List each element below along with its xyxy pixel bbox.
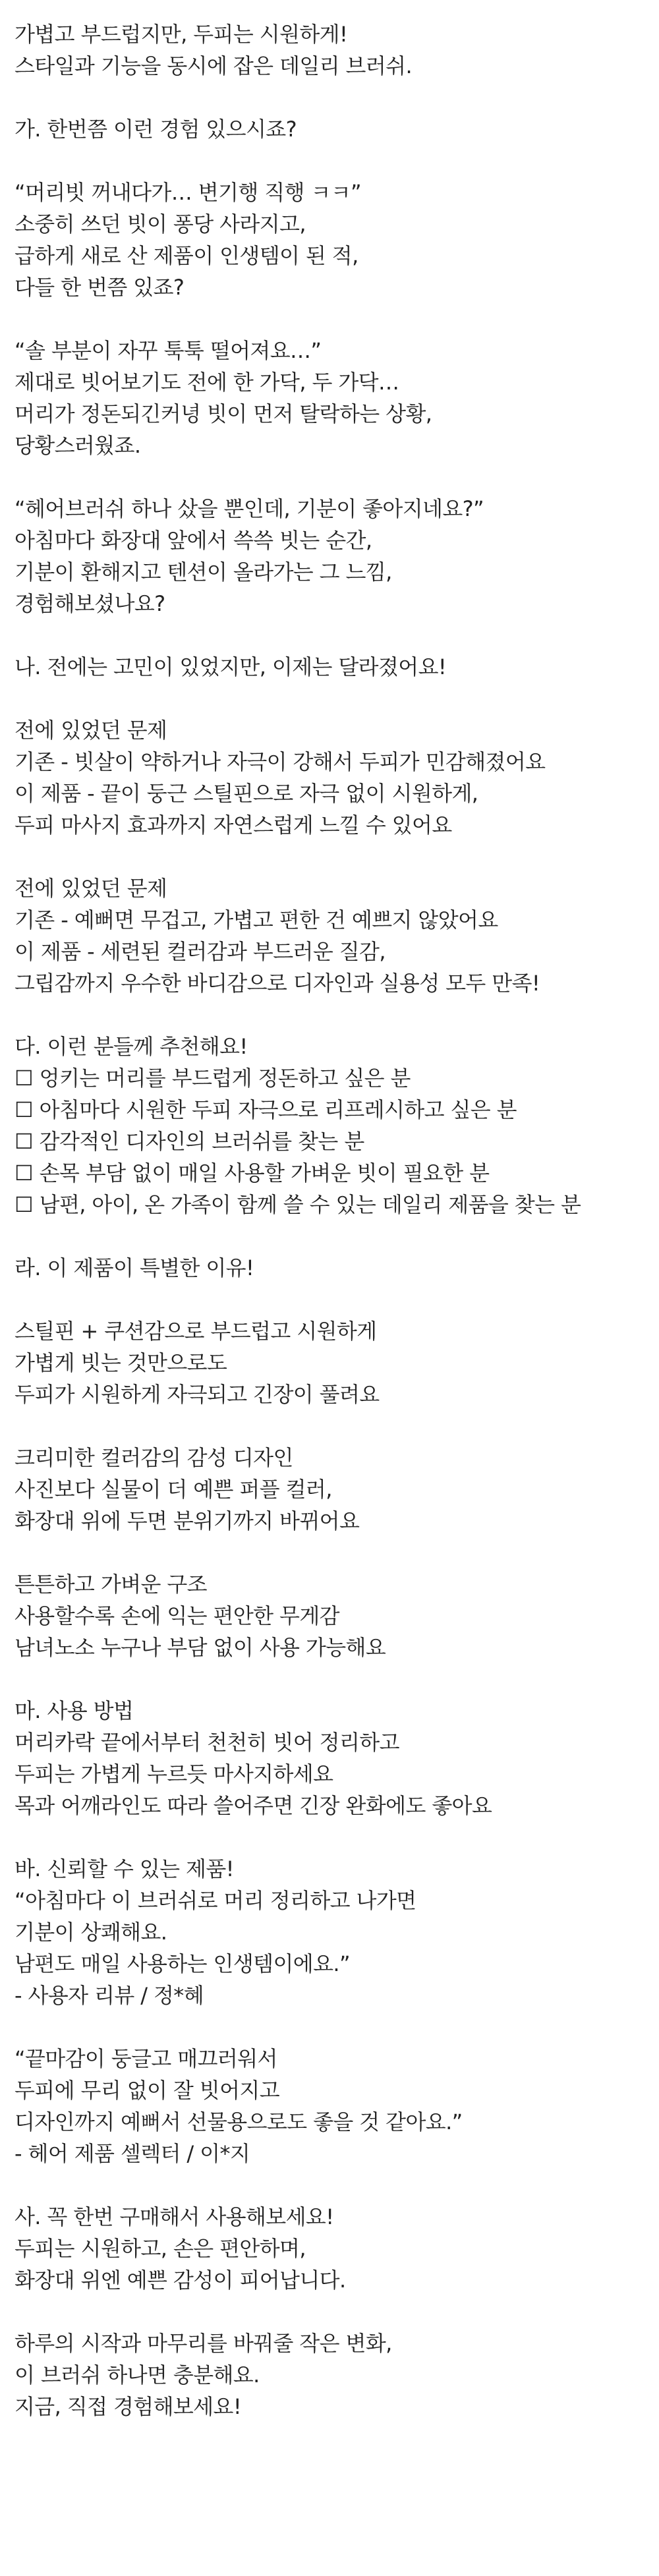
text-line: 가. 한번쯤 이런 경험 있으시죠? [14,117,297,142]
text-line: 라. 이 제품이 특별한 이유! [14,1255,254,1280]
paragraph-gap [14,619,641,651]
text-line: ☐ 손목 부담 없이 매일 사용할 가벼운 빗이 필요한 분 [14,1160,490,1186]
paragraph-gap [14,2296,641,2328]
text-line: 기분이 환해지고 텐션이 올라가는 그 느낌, [14,559,392,585]
text-line: 두피가 시원하게 자극되고 긴장이 풀려요 [14,1382,380,1407]
text-line: 급하게 새로 산 제품이 인생템이 된 적, [14,243,358,268]
text-line: 이 브러쉬 하나면 충분해요. [14,2362,260,2388]
paragraph-gap [14,1410,641,1442]
paragraph-gap [14,841,641,873]
paragraph-gap [14,1284,641,1315]
text-line: 그립감까지 우수한 바디감으로 디자인과 실용성 모두 만족! [14,971,540,996]
text-line: 사. 꼭 한번 구매해서 사용해보세요! [14,2204,334,2229]
text-line: 남편도 매일 사용하는 인생템이에요.” [14,1951,350,1976]
text-line: 바. 신뢰할 수 있는 제품! [14,1856,234,1881]
text-line: 화장대 위엔 예쁜 감성이 피어납니다. [14,2268,346,2293]
text-line: 스타일과 기능을 동시에 잡은 데일리 브러쉬. [14,53,413,78]
section-ba [14,1853,641,2011]
text-line: - 헤어 제품 셀렉터 / 이*지 [14,2141,250,2166]
story-3 [14,493,641,619]
problem-1 [14,714,641,841]
text-line: 디자인까지 예뻐서 선물용으로도 좋을 것 같아요.” [14,2109,463,2134]
text-line: - 사용자 리뷰 / 정*혜 [14,1983,204,2008]
text-line: 기존 - 빗살이 약하거나 자극이 강해서 두피가 민감해졌어요 [14,749,546,774]
text-line: 머리카락 끝에서부터 천천히 빗어 정리하고 [14,1730,399,1755]
text-line: 두피는 가볍게 누르듯 마사지하세요 [14,1761,333,1787]
text-line: 마. 사용 방법 [14,1698,134,1723]
paragraph-gap [14,461,641,493]
text-line: 크리미한 컬러감의 감성 디자인 [14,1445,293,1470]
text-line: 제대로 빗어보기도 전에 한 가닥, 두 가닥… [14,370,399,395]
feature-3 [14,1568,641,1663]
text-line: 소중히 쓰던 빗이 퐁당 사라지고, [14,212,306,237]
text-line: ☐ 엉키는 머리를 부드럽게 정돈하고 싶은 분 [14,1066,411,1091]
text-line: 이 제품 - 세련된 컬러감과 부드러운 질감, [14,939,386,964]
paragraph-gap [14,2011,641,2043]
text-line: 전에 있었던 문제 [14,718,167,743]
text-line: 나. 전에는 고민이 있었지만, 이제는 달라졌어요! [14,654,447,679]
intro [14,18,641,82]
text-line: 다들 한 번쯤 있죠? [14,275,185,300]
text-line: 두피에 무리 없이 잘 빗어지고 [14,2078,280,2103]
problem-2 [14,873,641,999]
review-2 [14,2043,641,2169]
text-line: 경험해보셨나요? [14,591,165,616]
closing [14,2328,641,2422]
text-line: 두피는 시원하고, 손은 편안하며, [14,2236,306,2261]
text-line: 기존 - 예뻐면 무겁고, 가볍고 편한 건 예쁘지 않았어요 [14,907,498,932]
paragraph-gap [14,2169,641,2201]
paragraph-gap [14,145,641,177]
text-line: “끝마감이 둥글고 매끄러워서 [14,2046,277,2071]
feature-2 [14,1442,641,1537]
text-line: “머리빗 꺼내다가… 변기행 직행 ㅋㅋ” [14,180,362,205]
paragraph-gap [14,1821,641,1853]
text-line: 머리가 정돈되긴커녕 빗이 먼저 탈락하는 상황, [14,401,432,426]
story-1 [14,177,641,303]
paragraph-gap [14,683,641,714]
section-da [14,1031,641,1220]
text-line: ☐ 남편, 아이, 온 가족이 함께 쓸 수 있는 데일리 제품을 찾는 분 [14,1192,581,1217]
text-line: 목과 어깨라인도 따라 쓸어주면 긴장 완화에도 좋아요 [14,1793,492,1818]
text-line: 이 제품 - 끝이 둥근 스틸핀으로 자극 없이 시원하게, [14,781,478,806]
text-line: 가볍게 빗는 것만으로도 [14,1350,227,1375]
text-line: 사진보다 실물이 더 예쁜 퍼플 컬러, [14,1477,332,1502]
section-na-heading [14,651,641,683]
section-ra-heading [14,1252,641,1284]
text-line: “아침마다 이 브러쉬로 머리 정리하고 나가면 [14,1888,416,1913]
paragraph-gap [14,999,641,1031]
text-line: 지금, 직접 경험해보세요! [14,2394,242,2419]
section-ma [14,1695,641,1821]
paragraph-gap [14,1537,641,1568]
section-sa [14,2201,641,2296]
text-line: 두피 마사지 효과까지 자연스럽게 느낄 수 있어요 [14,813,452,838]
text-line: 전에 있었던 문제 [14,876,167,901]
section-ga-heading [14,113,641,145]
text-line: 하루의 시작과 마무리를 바꿔줄 작은 변화, [14,2331,392,2356]
text-line: 당황스러웠죠. [14,433,141,458]
text-line: 튼튼하고 가벼운 구조 [14,1572,207,1597]
text-line: 남녀노소 누구나 부담 없이 사용 가능해요 [14,1635,386,1660]
text-line: ☐ 감각적인 디자인의 브러쉬를 찾는 분 [14,1129,364,1154]
text-line: 화장대 위에 두면 분위기까지 바뀌어요 [14,1508,360,1533]
text-line: 가볍고 부드럽지만, 두피는 시원하게! [14,22,348,47]
text-line: “솔 부분이 자꾸 툭툭 떨어져요…” [14,338,322,363]
text-line: 기분이 상쾌해요. [14,1920,167,1945]
story-2 [14,335,641,461]
paragraph-gap [14,303,641,335]
text-line: 스틸핀 + 쿠션감으로 부드럽고 시원하게 [14,1319,377,1344]
product-description [14,18,641,2422]
text-line: 다. 이런 분들께 추천해요! [14,1034,248,1059]
paragraph-gap [14,82,641,113]
text-line: 사용할수록 손에 익는 편안한 무게감 [14,1603,339,1628]
feature-1 [14,1315,641,1410]
text-line: ☐ 아침마다 시원한 두피 자극으로 리프레시하고 싶은 분 [14,1097,517,1122]
text-line: 아침마다 화장대 앞에서 쓱쓱 빗는 순간, [14,528,372,553]
paragraph-gap [14,1220,641,1252]
paragraph-gap [14,1663,641,1695]
text-line: “헤어브러쉬 하나 샀을 뿐인데, 기분이 좋아지네요?” [14,496,484,521]
